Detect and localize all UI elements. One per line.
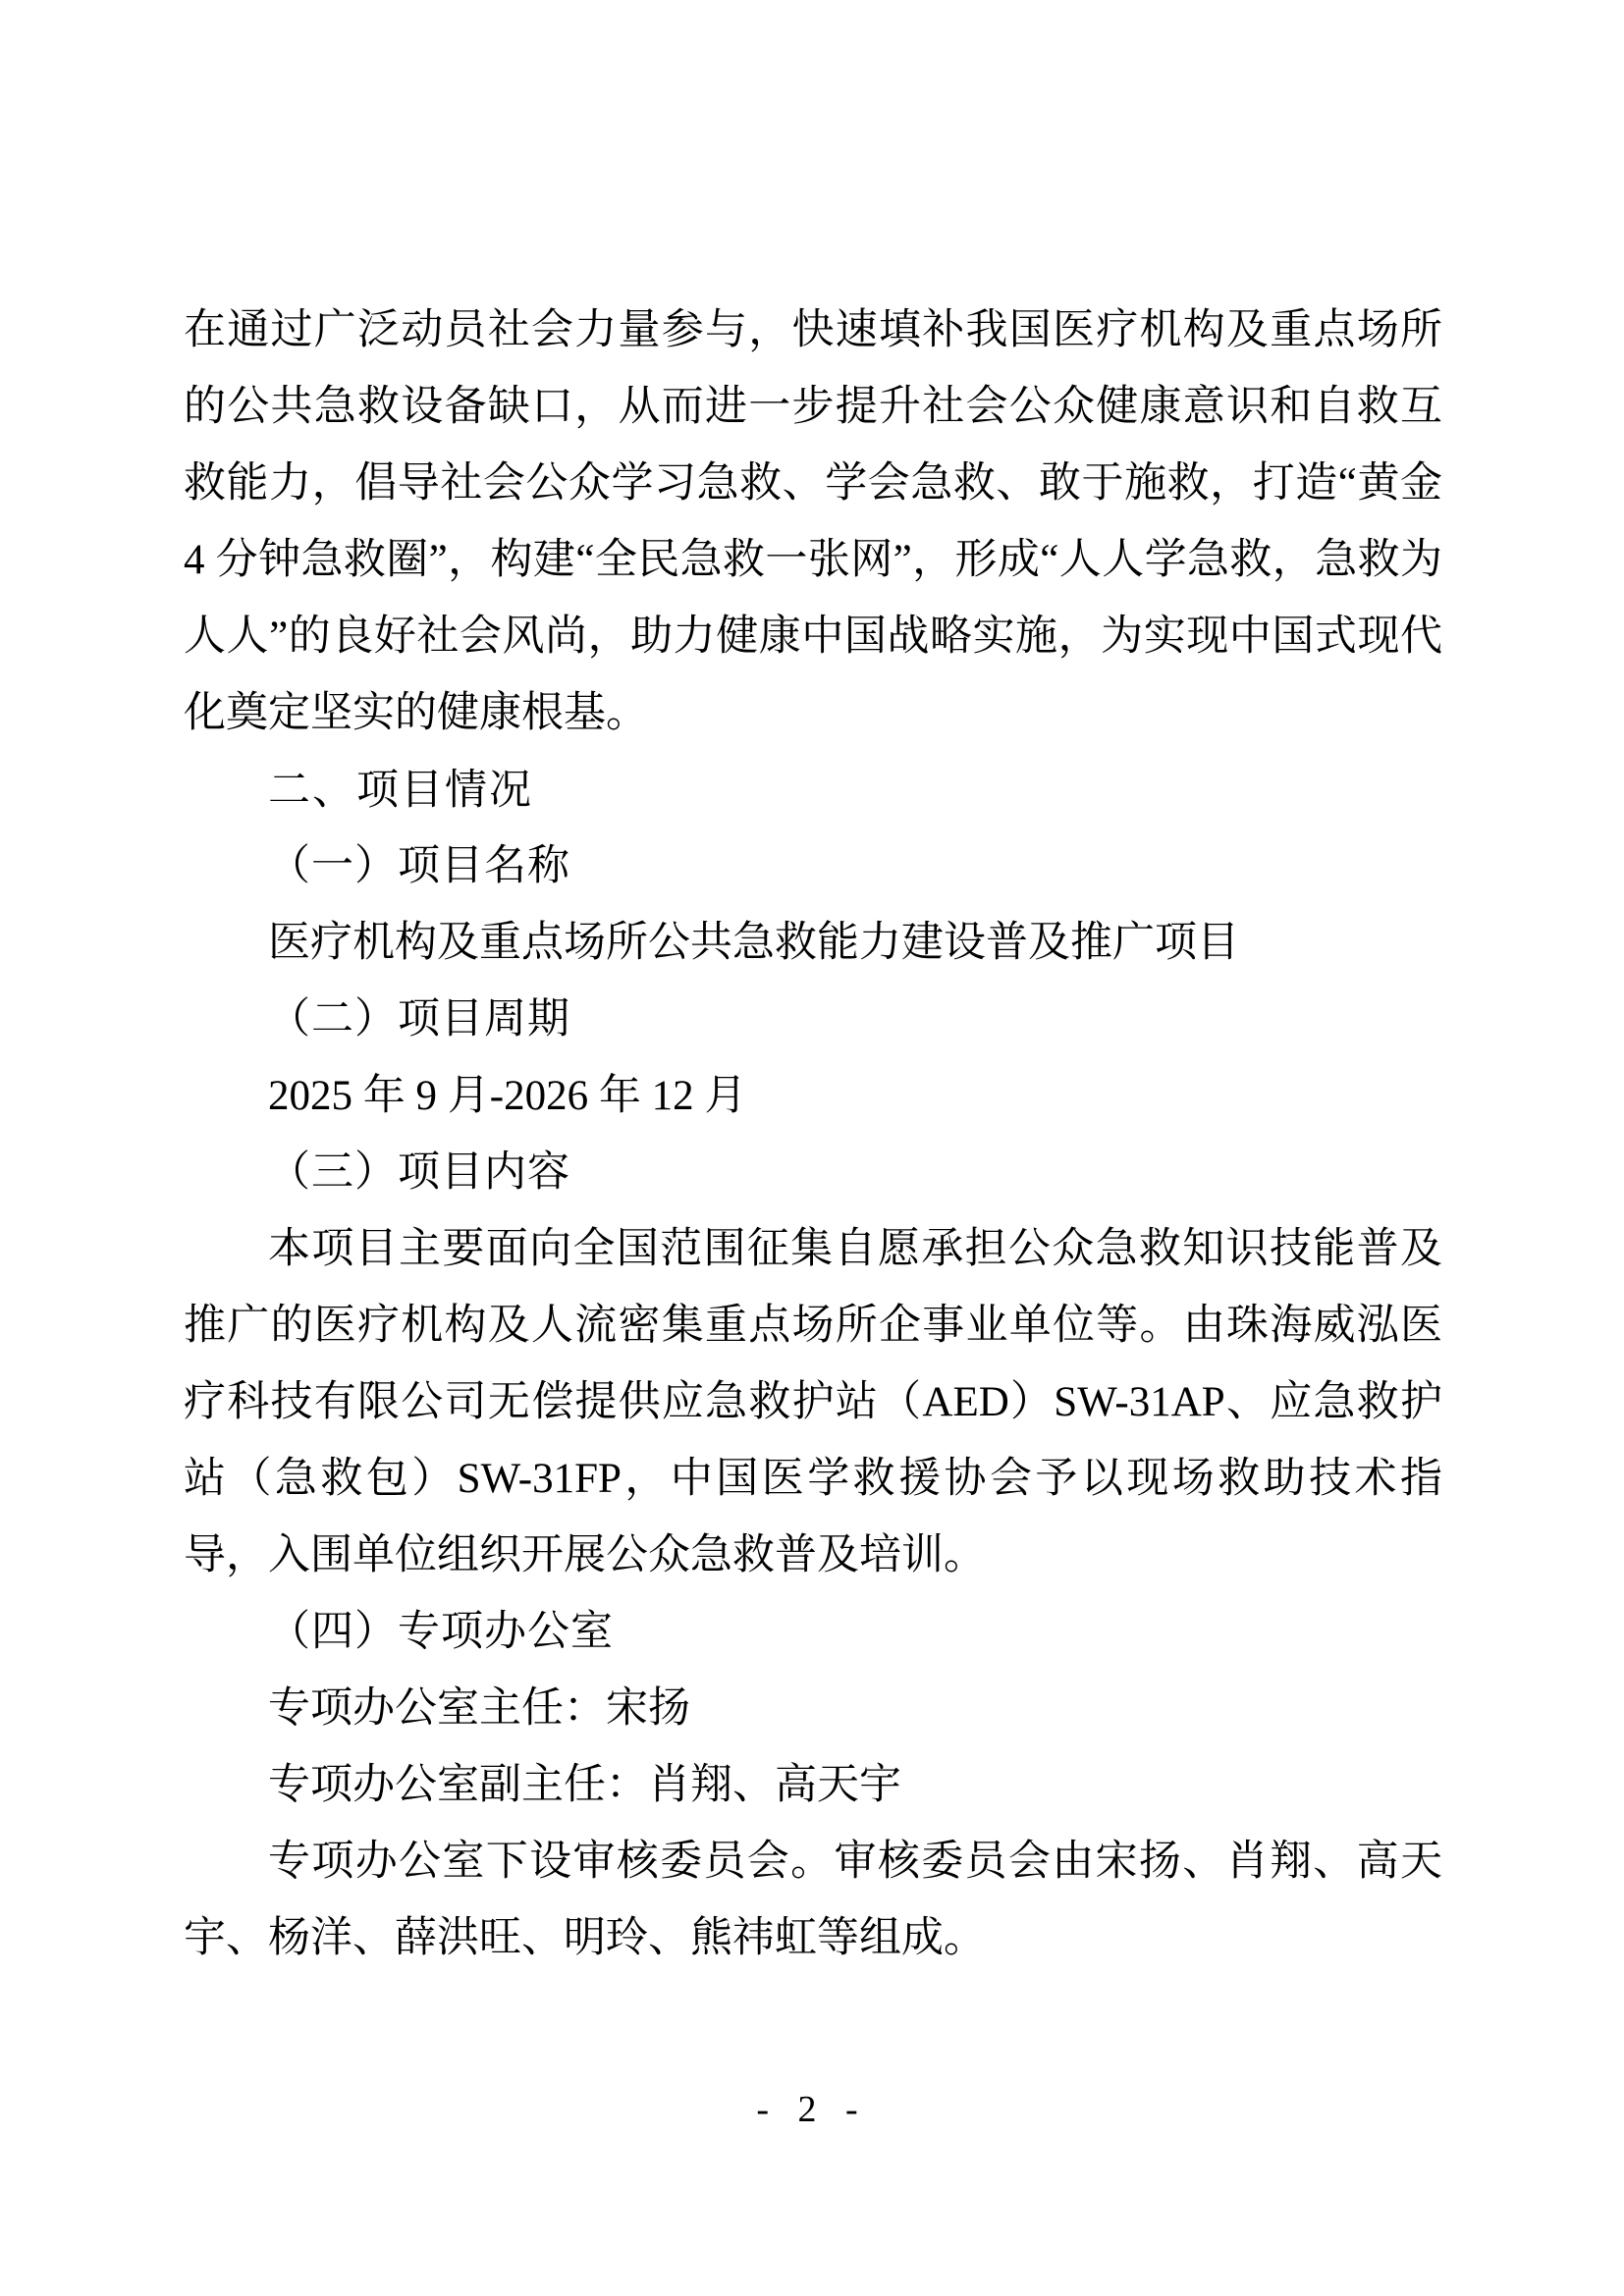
continuation-paragraph: 在通过广泛动员社会力量参与，快速填补我国医疗机构及重点场所的公共急救设备缺口，从而进一步提升社会公众健康意识和自救互救能力，倡导社会公众学习急救、学会急救、敢于施救，打造“黄金 4 分钟急救圈”，构建“全民急救一张网”，形成“人人学急救，急救为人人”的良好社会风尚，助力健康中国战略实施，为实现中国式现代化奠定坚实的健康根基。 bbox=[184, 307, 1442, 736]
project-name-line: 医疗机构及重点场所公共急救能力建设普及推广项目 bbox=[268, 920, 1239, 966]
office-deputy-director-line: 专项办公室副主任：肖翔、高天宇 bbox=[268, 1762, 901, 1808]
review-committee-paragraph: 专项办公室下设审核委员会。审核委员会由宋扬、肖翔、高天宇、杨洋、薛洪旺、明玲、熊祎虹等组成。 bbox=[184, 1839, 1442, 1961]
office-director-line: 专项办公室主任：宋扬 bbox=[268, 1685, 690, 1732]
section-heading-project-overview: 二、项目情况 bbox=[268, 767, 533, 814]
project-content-paragraph: 本项目主要面向全国范围征集自愿承担公众急救知识技能普及推广的医疗机构及人流密集重点场所企事业单位等。由珠海威泓医疗科技有限公司无偿提供应急救护站（AED）SW-31AP、应急救护站（急救包）SW-31FP，中国医学救援协会予以现场救助技术指导，入围单位组织开展公众急救普及培训。 bbox=[184, 1226, 1442, 1578]
subsection-label-project-period: （二）项目周期 bbox=[268, 996, 570, 1042]
project-period-line: 2025 年 9 月-2026 年 12 月 bbox=[268, 1073, 747, 1119]
page-number: - 2 - bbox=[756, 2089, 868, 2130]
subsection-label-special-office: （四）专项办公室 bbox=[268, 1609, 614, 1655]
subsection-label-project-content: （三）项目内容 bbox=[268, 1149, 570, 1196]
subsection-label-project-name: （一）项目名称 bbox=[268, 843, 570, 889]
document-body bbox=[184, 293, 1442, 1977]
